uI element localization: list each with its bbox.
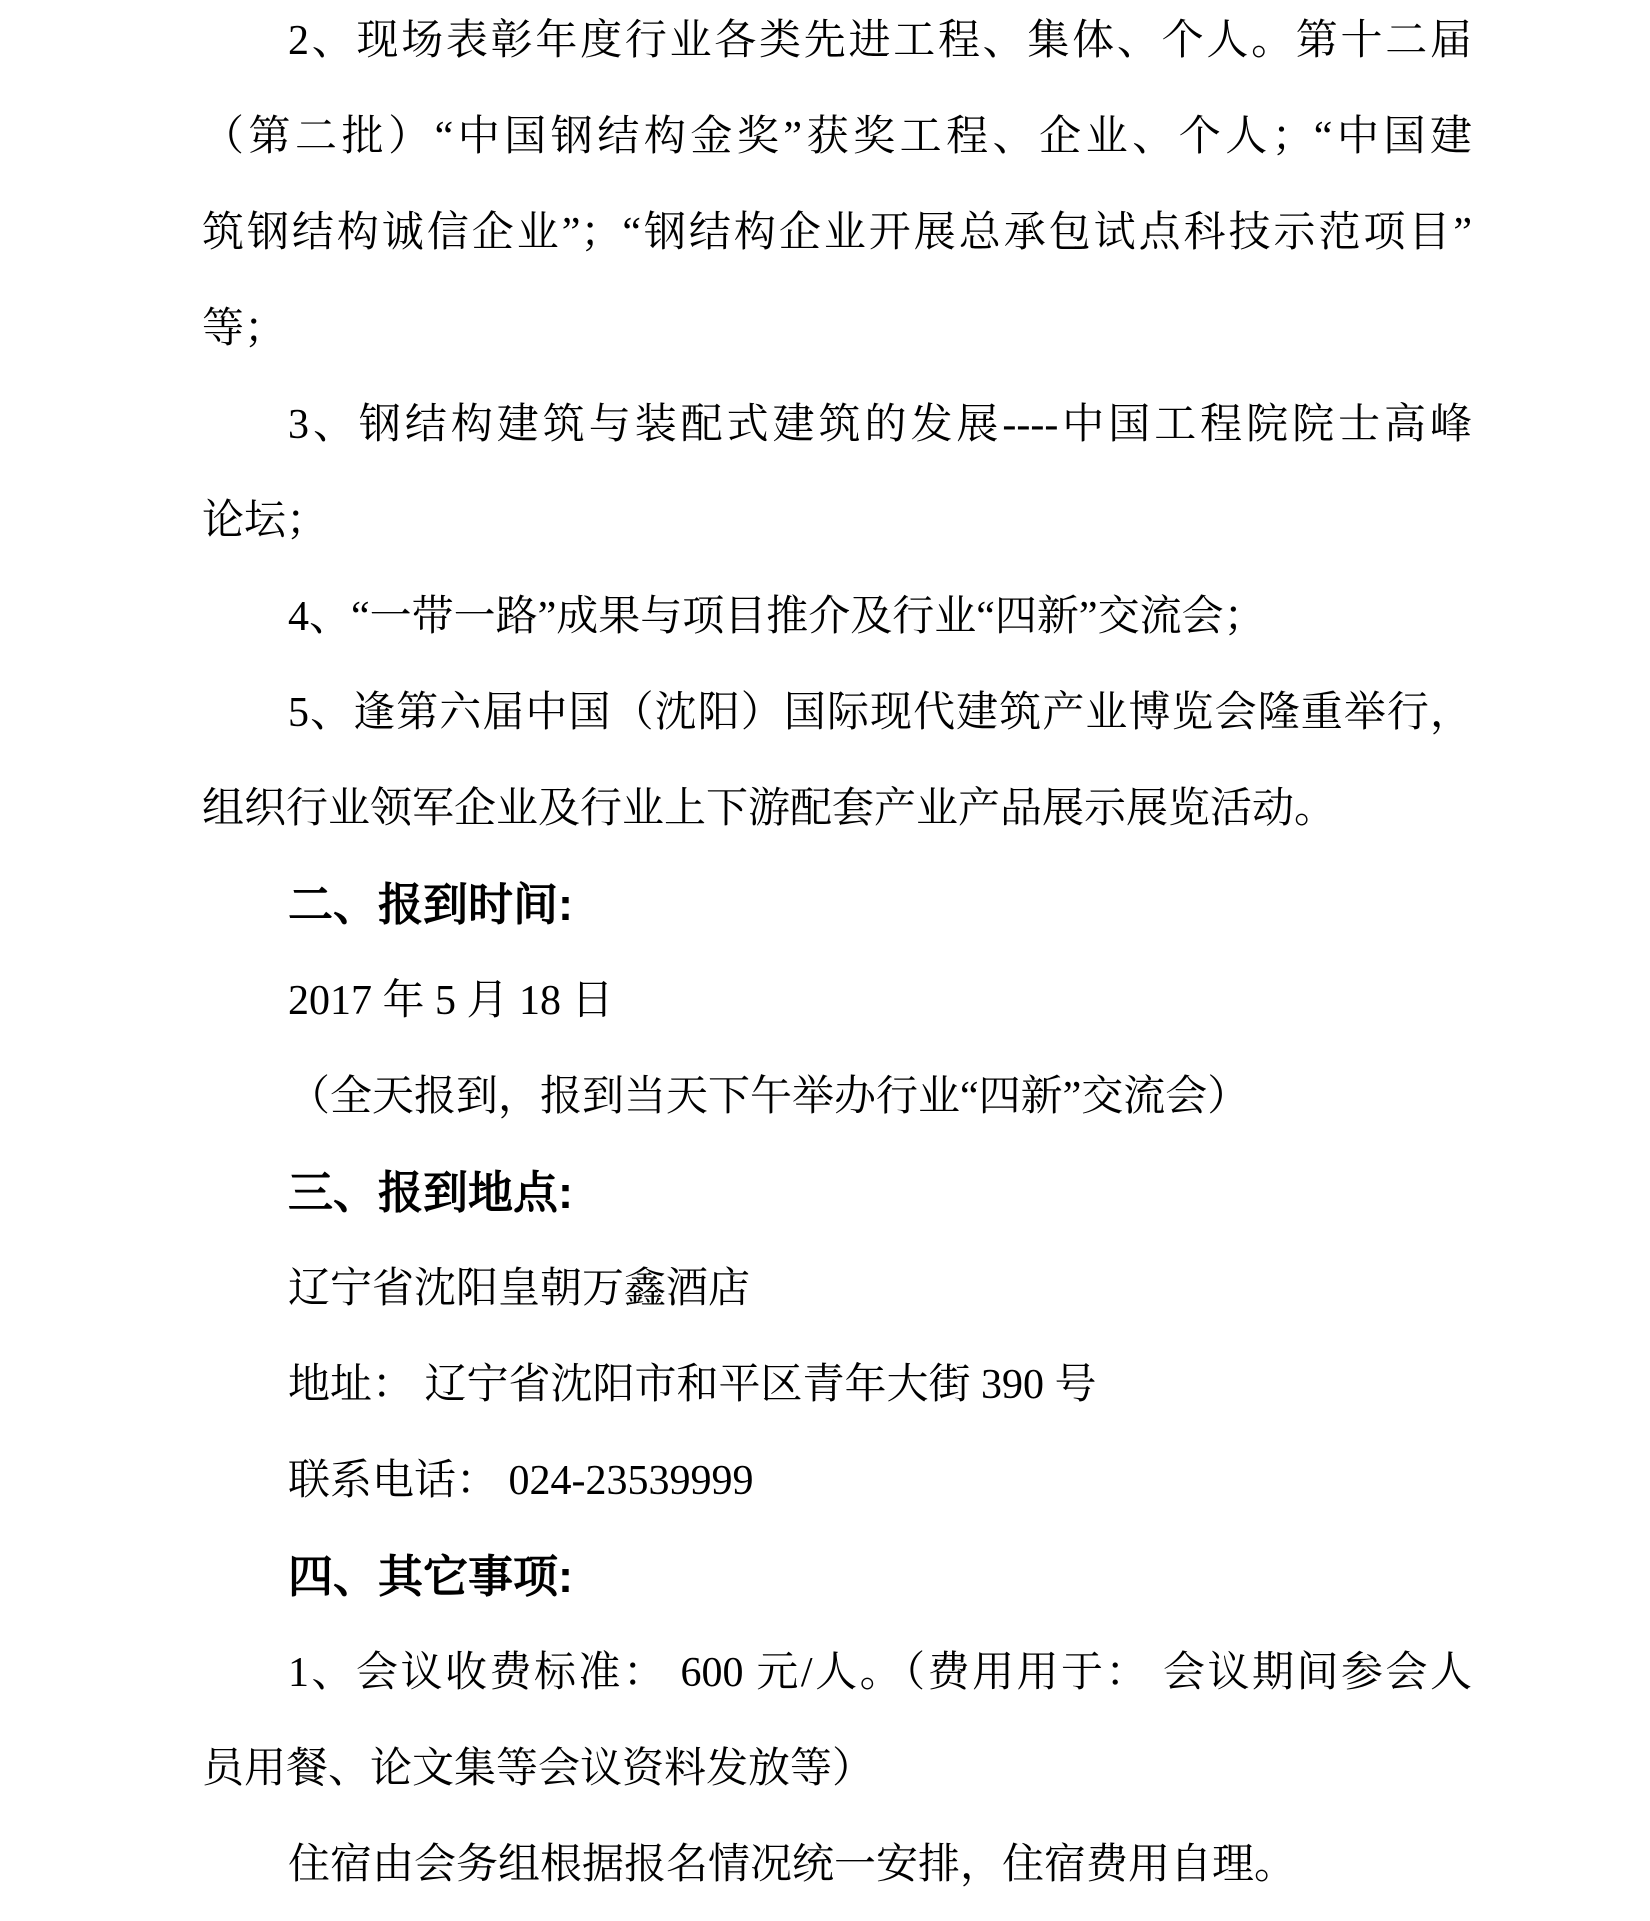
text-line: 1、会议收费标准： 600 元/人。（费用用于： 会议期间参会人 (288, 1650, 1472, 1696)
text-line: 3、钢结构建筑与装配式建筑的发展----中国工程院院士高峰 (288, 402, 1472, 448)
text-line: 2、现场表彰年度行业各类先进工程、集体、个人。第十二届 (288, 18, 1472, 64)
text-line: 住宿由会务组根据报名情况统一安排，住宿费用自理。 (288, 1842, 1297, 1888)
text-line: 4、“一带一路”成果与项目推介及行业“四新”交流会； (288, 594, 1266, 640)
text-line: 组织行业领军企业及行业上下游配套产业产品展示展览活动。 (202, 786, 1337, 832)
document-text (202, 0, 1472, 1913)
text-line: 辽宁省沈阳皇朝万鑫酒店 (288, 1266, 751, 1312)
text-line: 筑钢结构诚信企业”；“钢结构企业开展总承包试点科技示范项目” (202, 210, 1472, 256)
section-heading-other-matters: 四、其它事项: (288, 1551, 573, 1602)
text-line: 员用餐、论文集等会议资料发放等） (202, 1746, 875, 1792)
section-heading-registration-place: 三、报到地点: (288, 1167, 573, 1218)
text-line: 地址： 辽宁省沈阳市和平区青年大街 390 号 (288, 1362, 1097, 1408)
text-line: 等； (202, 306, 287, 352)
text-line: 5、逢第六届中国（沈阳）国际现代建筑产业博览会隆重举行， (288, 690, 1472, 736)
text-line: （全天报到，报到当天下午举办行业“四新”交流会） (288, 1074, 1250, 1120)
section-heading-registration-time: 二、报到时间: (288, 879, 573, 930)
text-line: 联系电话： 024-23539999 (288, 1458, 754, 1504)
text-line: （第二批）“中国钢结构金奖”获奖工程、企业、个人；“中国建 (202, 114, 1472, 160)
text-line: 2017 年 5 月 18 日 (288, 978, 614, 1024)
text-line: 论坛； (202, 498, 329, 544)
